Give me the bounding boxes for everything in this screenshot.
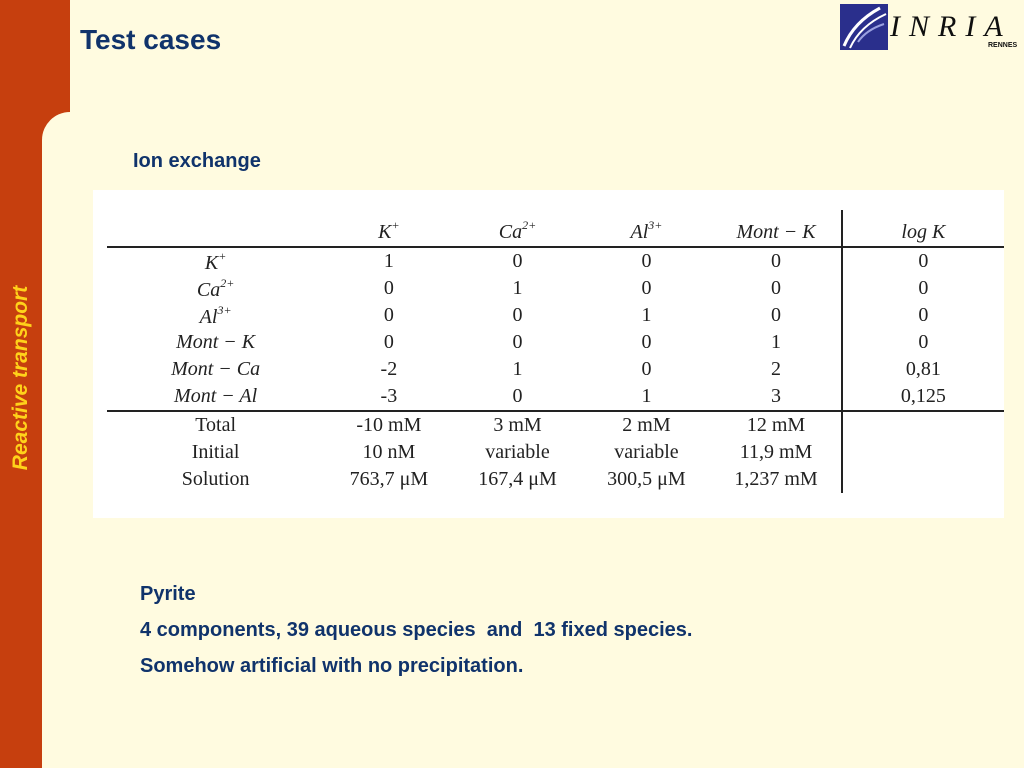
column-header xyxy=(324,210,453,247)
row-label xyxy=(107,247,324,275)
table-cell: 0 xyxy=(383,277,394,299)
table-cell: -10 mM xyxy=(324,411,453,439)
logo-wordmark: INRIA xyxy=(890,10,1012,43)
inria-logo xyxy=(840,2,1024,52)
column-header-sup: 2+ xyxy=(522,218,537,232)
table-row xyxy=(107,356,1004,383)
table-cell: 0,125 xyxy=(842,383,1004,411)
table-cell: 11,9 mM xyxy=(739,441,813,463)
table-cell: 1,237 mM xyxy=(734,468,818,490)
table-cell: 0 xyxy=(641,250,652,272)
table-row xyxy=(107,302,1004,329)
table-cell: 0 xyxy=(842,329,1004,356)
column-header-sup: 3+ xyxy=(648,218,663,232)
table-cell: 0 xyxy=(842,275,1004,302)
column-header xyxy=(842,210,1004,247)
pyrite-heading: Pyrite xyxy=(140,583,196,605)
table-cell: 300,5 μM xyxy=(607,468,686,490)
column-header-text: log K xyxy=(901,221,946,243)
table-cell: 0 xyxy=(771,277,782,299)
table-cell: 0 xyxy=(641,358,652,380)
table-cell: 10 nM xyxy=(362,441,416,463)
row-label xyxy=(107,356,324,383)
table-cell: 0 xyxy=(512,385,523,407)
row-label-sup: 3+ xyxy=(217,302,232,317)
row-label-text: Ca xyxy=(196,278,221,301)
table-cell: variable xyxy=(485,441,550,463)
table-cell-empty xyxy=(842,466,1004,493)
table-cell: 0 xyxy=(383,331,394,353)
table-cell: 1 xyxy=(512,358,523,380)
row-label-sup: + xyxy=(218,248,227,263)
table-cell: 0 xyxy=(641,277,652,299)
logo-mark-icon xyxy=(840,2,890,52)
table-cell: 1 xyxy=(771,331,782,353)
row-label xyxy=(107,329,324,356)
column-header xyxy=(581,210,711,247)
pyrite-section xyxy=(140,576,692,684)
table-cell: 3 xyxy=(771,385,782,407)
table-row xyxy=(107,383,1004,411)
column-header-sup: + xyxy=(391,218,400,232)
sidebar-label: Reactive transport xyxy=(9,285,32,471)
section-heading: Ion exchange xyxy=(133,150,261,172)
table-cell-empty xyxy=(842,411,1004,439)
pyrite-line-1: 4 components, 39 aqueous species and 13 fixed species. xyxy=(140,619,693,641)
table-cell: 1 xyxy=(641,385,652,407)
row-label xyxy=(107,383,324,411)
row-label: Total xyxy=(107,411,324,439)
column-header xyxy=(454,210,582,247)
table-cell: 2 xyxy=(771,358,782,380)
pyrite-line-2: Somehow artificial with no precipitation. xyxy=(140,655,524,677)
table-cell: 0 xyxy=(512,250,523,272)
row-label-text: Mont − K xyxy=(176,331,256,353)
totals-rows xyxy=(107,411,1004,493)
table-row xyxy=(107,439,1004,466)
table-cell: 0 xyxy=(842,247,1004,275)
table-row xyxy=(107,466,1004,493)
table-cell: 3 mM xyxy=(454,411,582,439)
table-row xyxy=(107,247,1004,275)
table-cell: 0 xyxy=(842,302,1004,329)
column-header-text: Ca xyxy=(498,221,523,243)
ion-exchange-table xyxy=(107,210,1004,493)
table-cell: 1 xyxy=(512,277,523,299)
page-title: Test cases xyxy=(80,24,222,55)
table-header-row xyxy=(107,210,1004,247)
table-cell: 1 xyxy=(383,250,394,272)
row-label-sup: 2+ xyxy=(220,275,235,290)
table-cell: 2 mM xyxy=(581,411,711,439)
table-row xyxy=(107,411,1004,439)
row-label-text: K xyxy=(204,251,219,274)
table-cell: variable xyxy=(614,441,679,463)
table-cell: 12 mM xyxy=(711,411,841,439)
row-label: Initial xyxy=(191,441,240,463)
sidebar-top-band xyxy=(42,0,70,112)
table-cell: 0 xyxy=(641,331,652,353)
column-header-text: K xyxy=(378,221,392,243)
table-row xyxy=(107,275,1004,302)
ion-exchange-table-card xyxy=(93,190,1004,518)
column-header-text: Al xyxy=(630,221,649,243)
header-corner xyxy=(107,210,324,247)
row-label xyxy=(107,302,324,329)
table-cell: 0 xyxy=(512,304,523,326)
table-cell: 1 xyxy=(641,304,652,326)
row-label-text: Mont − Ca xyxy=(171,358,261,380)
row-label xyxy=(107,275,324,302)
row-label-text: Mont − Al xyxy=(174,385,258,407)
species-rows xyxy=(107,247,1004,411)
logo-subtext: RENNES xyxy=(988,42,1018,49)
table-cell: 0 xyxy=(771,250,782,272)
table-cell: -2 xyxy=(380,358,398,380)
table-cell: 0,81 xyxy=(842,356,1004,383)
table-cell: -3 xyxy=(380,385,398,407)
row-label: Solution xyxy=(181,468,250,490)
table-cell: 0 xyxy=(383,304,394,326)
table-cell: 0 xyxy=(512,331,523,353)
table-cell-empty xyxy=(842,439,1004,466)
row-label-text: Al xyxy=(199,305,218,328)
table-cell: 167,4 μM xyxy=(478,468,557,490)
column-header-text: Mont − K xyxy=(736,221,816,243)
table-row xyxy=(107,329,1004,356)
column-header xyxy=(711,210,841,247)
table-cell: 0 xyxy=(771,304,782,326)
table-cell: 763,7 μM xyxy=(349,468,429,490)
